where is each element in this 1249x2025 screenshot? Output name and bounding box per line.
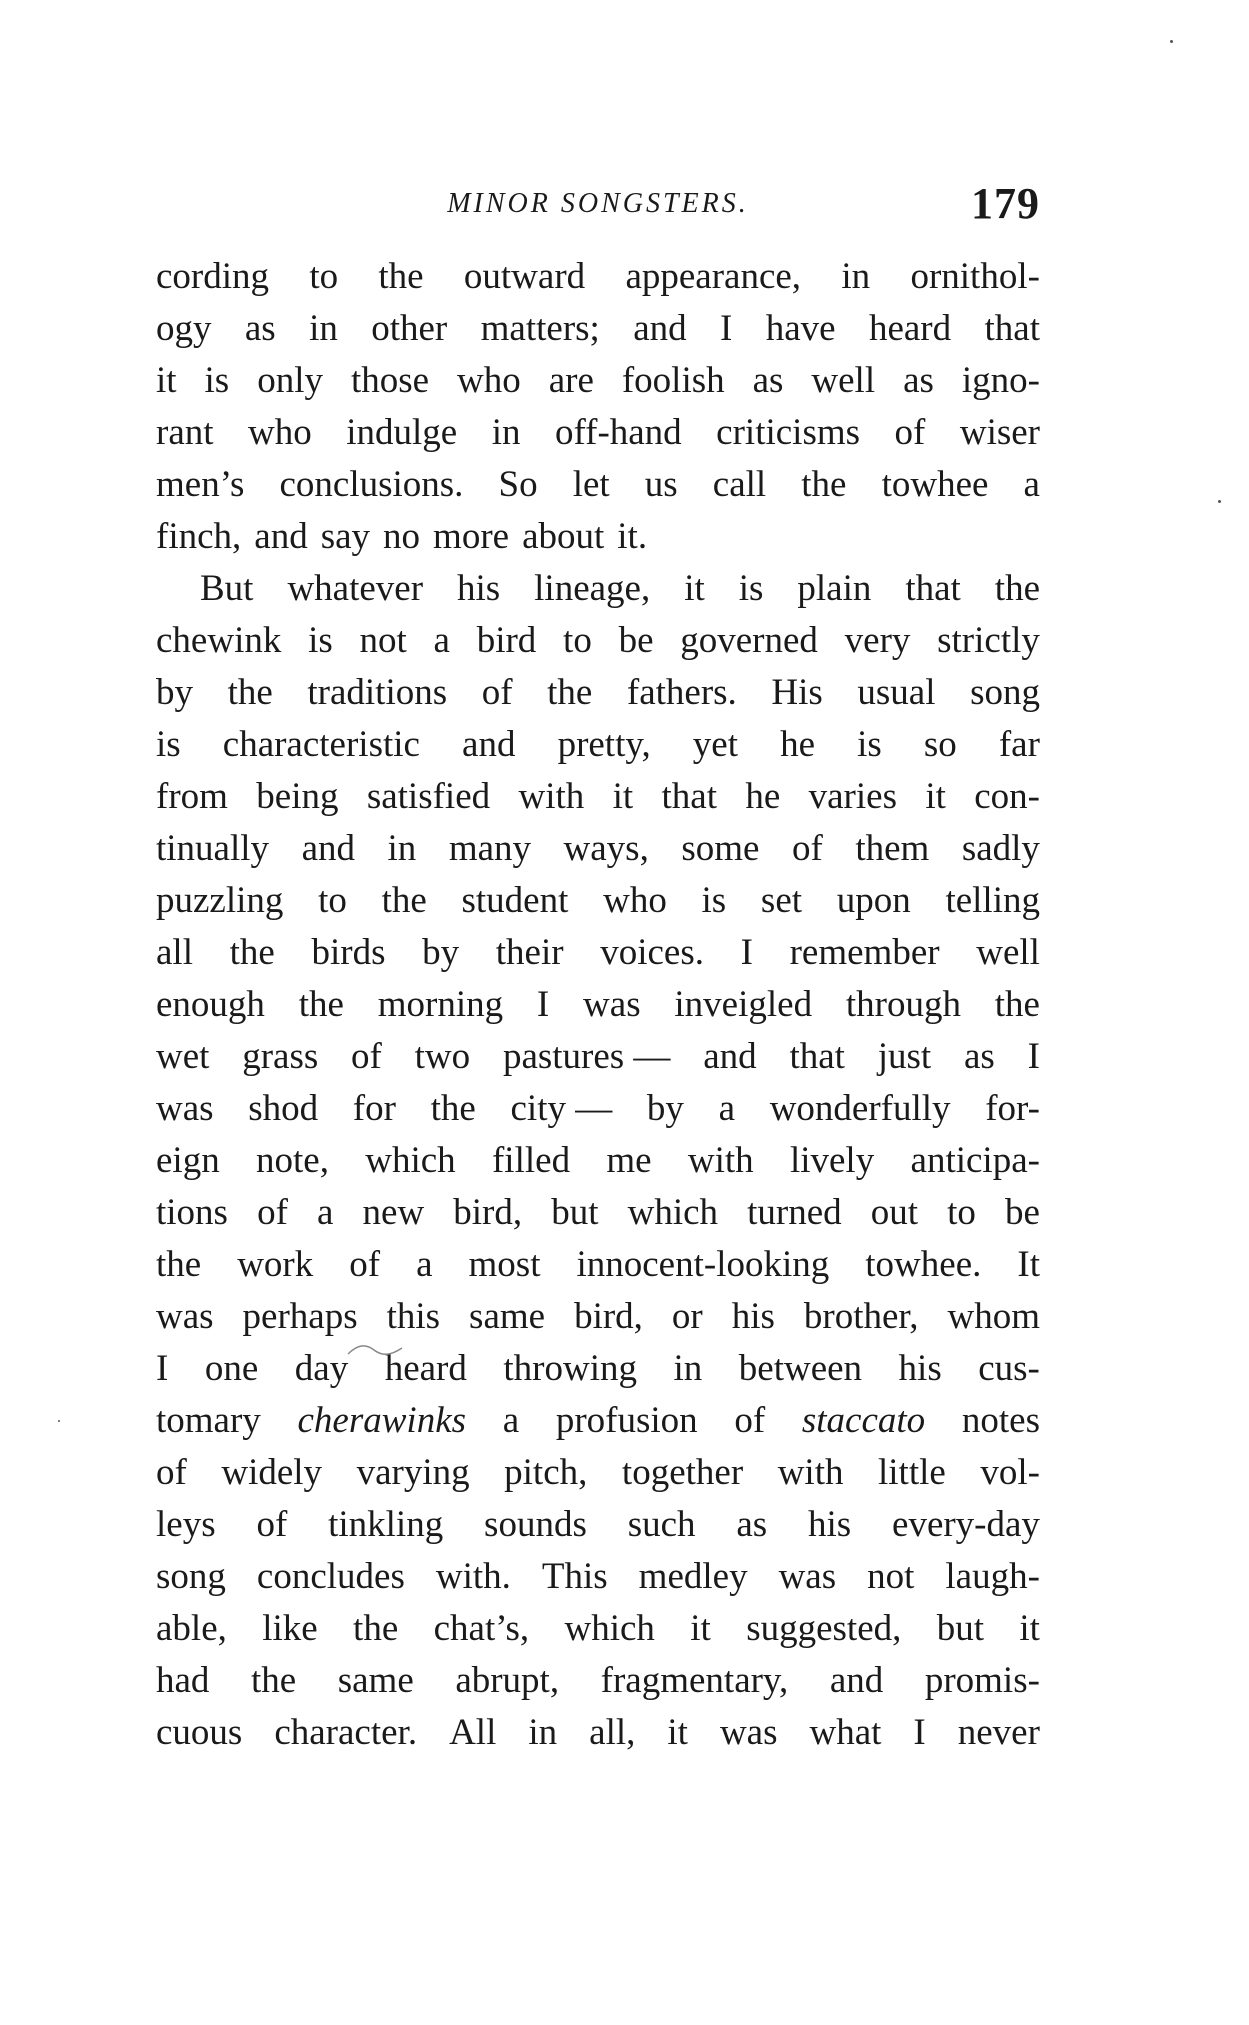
word: I bbox=[156, 1348, 169, 1389]
word: foolish bbox=[621, 360, 725, 401]
text-line bbox=[156, 719, 1040, 771]
word: sounds bbox=[484, 1504, 587, 1545]
word: and bbox=[301, 828, 355, 869]
word: it bbox=[690, 1608, 711, 1649]
word: is bbox=[204, 360, 230, 401]
word: was bbox=[583, 984, 641, 1025]
word: the bbox=[994, 568, 1040, 609]
word: pretty, bbox=[557, 724, 651, 765]
word: as bbox=[963, 1036, 995, 1077]
word: through bbox=[845, 984, 961, 1025]
word: some bbox=[681, 828, 760, 869]
word: tinually bbox=[156, 828, 270, 869]
word: is bbox=[857, 724, 882, 765]
word: satisfied bbox=[366, 776, 491, 817]
word: all bbox=[156, 932, 193, 973]
word: together bbox=[621, 1452, 744, 1493]
word: what bbox=[809, 1712, 882, 1753]
word: to bbox=[563, 620, 592, 661]
word: varying bbox=[356, 1452, 470, 1493]
word: men’s bbox=[156, 464, 245, 505]
text-line bbox=[156, 875, 1040, 927]
word: in bbox=[673, 1348, 703, 1389]
word: in bbox=[491, 412, 521, 453]
text-line bbox=[156, 563, 1040, 615]
word: a bbox=[433, 620, 450, 661]
word: many bbox=[448, 828, 532, 869]
word: varies bbox=[808, 776, 897, 817]
word: notes bbox=[961, 1400, 1040, 1441]
word: a bbox=[316, 1192, 334, 1233]
word: as bbox=[903, 360, 934, 401]
word: the bbox=[250, 1660, 297, 1701]
word: like bbox=[262, 1608, 318, 1649]
word: yet bbox=[692, 724, 738, 765]
word: pitch, bbox=[504, 1452, 588, 1493]
word: was bbox=[156, 1088, 214, 1129]
word: as bbox=[752, 360, 784, 401]
word: it bbox=[612, 776, 634, 817]
word: is bbox=[738, 568, 764, 609]
word: those bbox=[350, 360, 430, 401]
word: I bbox=[1027, 1036, 1040, 1077]
word: indulge bbox=[346, 412, 458, 453]
word: of bbox=[481, 672, 513, 713]
body-text bbox=[156, 251, 1040, 1759]
word: I bbox=[720, 308, 733, 349]
word: whatever bbox=[287, 568, 424, 609]
text-line bbox=[156, 355, 1040, 407]
word: just bbox=[877, 1036, 932, 1077]
word: usual bbox=[857, 672, 936, 713]
word: never bbox=[957, 1712, 1040, 1753]
word: I bbox=[536, 984, 550, 1025]
word: a bbox=[1023, 464, 1040, 505]
word: the bbox=[430, 1088, 476, 1129]
word: cording bbox=[156, 256, 270, 297]
text-line bbox=[156, 511, 1040, 563]
word: All bbox=[449, 1712, 497, 1753]
word: It bbox=[1017, 1244, 1040, 1285]
word: set bbox=[760, 880, 803, 921]
word: his bbox=[808, 1504, 852, 1545]
word: filled bbox=[491, 1140, 571, 1181]
print-speck bbox=[58, 1420, 60, 1422]
word: be bbox=[1005, 1192, 1040, 1233]
word: anticipa- bbox=[910, 1140, 1040, 1181]
word: have bbox=[765, 308, 836, 349]
word: say bbox=[320, 516, 371, 557]
word: and bbox=[703, 1036, 757, 1077]
word: concludes bbox=[256, 1556, 405, 1597]
word: that bbox=[789, 1036, 845, 1077]
word: traditions bbox=[307, 672, 448, 713]
word: and bbox=[254, 516, 308, 557]
word: the bbox=[801, 464, 847, 505]
word: by bbox=[646, 1088, 684, 1129]
word: no bbox=[383, 516, 421, 557]
word: by bbox=[422, 932, 460, 973]
word: lively bbox=[789, 1140, 875, 1181]
word: bird, bbox=[574, 1296, 643, 1337]
word: as bbox=[244, 308, 276, 349]
word: which bbox=[627, 1192, 719, 1233]
word: telling bbox=[945, 880, 1040, 921]
word: throwing bbox=[503, 1348, 637, 1389]
word: student bbox=[461, 880, 569, 921]
word: off-hand bbox=[554, 412, 682, 453]
word: character. bbox=[274, 1712, 418, 1753]
word: turned bbox=[747, 1192, 842, 1233]
word: such bbox=[627, 1504, 696, 1545]
word: medley bbox=[638, 1556, 748, 1597]
word: outward bbox=[463, 256, 586, 297]
text-line bbox=[156, 823, 1040, 875]
word: wiser bbox=[959, 412, 1040, 453]
word: upon bbox=[836, 880, 911, 921]
word: with. bbox=[435, 1556, 511, 1597]
word: of bbox=[791, 828, 823, 869]
word: of bbox=[894, 412, 926, 453]
print-speck bbox=[1218, 500, 1221, 503]
text-line bbox=[156, 1603, 1040, 1655]
word: but bbox=[551, 1192, 599, 1233]
word: morning bbox=[377, 984, 504, 1025]
text-line bbox=[156, 927, 1040, 979]
text-line bbox=[156, 1499, 1040, 1551]
text-line bbox=[156, 459, 1040, 511]
word: in bbox=[387, 828, 417, 869]
word: only bbox=[257, 360, 323, 401]
text-line bbox=[156, 667, 1040, 719]
word: be bbox=[618, 620, 654, 661]
word: me bbox=[606, 1140, 652, 1181]
word: the bbox=[227, 672, 273, 713]
word: which bbox=[365, 1140, 456, 1181]
word: plain bbox=[797, 568, 872, 609]
word: new bbox=[362, 1192, 425, 1233]
word: abrupt, bbox=[455, 1660, 560, 1701]
ink-mark bbox=[346, 1340, 406, 1360]
word: being bbox=[256, 776, 339, 817]
word: us bbox=[644, 464, 678, 505]
text-line bbox=[156, 615, 1040, 667]
word: more bbox=[433, 516, 510, 557]
word: them bbox=[855, 828, 930, 869]
word: igno- bbox=[961, 360, 1040, 401]
word: it bbox=[156, 360, 177, 401]
text-line bbox=[156, 771, 1040, 823]
word: of bbox=[351, 1036, 382, 1077]
word: inveigled bbox=[674, 984, 813, 1025]
word: staccato bbox=[801, 1400, 926, 1441]
word: day bbox=[294, 1348, 349, 1389]
text-line bbox=[156, 251, 1040, 303]
word: same bbox=[337, 1660, 414, 1701]
word: rant bbox=[156, 412, 214, 453]
text-line bbox=[156, 1135, 1040, 1187]
word: every-day bbox=[892, 1504, 1040, 1545]
word: out bbox=[870, 1192, 919, 1233]
word: same bbox=[469, 1296, 546, 1337]
word: with bbox=[777, 1452, 844, 1493]
word: But bbox=[200, 568, 254, 609]
word: perhaps bbox=[242, 1296, 358, 1337]
word: to bbox=[947, 1192, 976, 1233]
word: it bbox=[1019, 1608, 1040, 1649]
word: profusion bbox=[555, 1400, 698, 1441]
word: sadly bbox=[961, 828, 1040, 869]
word: little bbox=[878, 1452, 946, 1493]
word: he bbox=[780, 724, 816, 765]
word: pastures — bbox=[502, 1036, 671, 1077]
word: the bbox=[156, 1244, 202, 1285]
word: wet bbox=[156, 1036, 210, 1077]
text-line bbox=[156, 1031, 1040, 1083]
word: So bbox=[498, 464, 538, 505]
word: and bbox=[633, 308, 687, 349]
word: are bbox=[548, 360, 594, 401]
text-line bbox=[156, 1447, 1040, 1499]
word: in bbox=[841, 256, 871, 297]
word: to bbox=[309, 256, 339, 297]
word: not bbox=[867, 1556, 915, 1597]
running-head bbox=[156, 178, 1040, 228]
word: was bbox=[156, 1296, 214, 1337]
word: most bbox=[468, 1244, 541, 1285]
word: characteristic bbox=[222, 724, 420, 765]
word: laugh- bbox=[945, 1556, 1040, 1597]
word: he bbox=[745, 776, 781, 817]
word: it bbox=[667, 1712, 688, 1753]
word: far bbox=[998, 724, 1040, 765]
text-line bbox=[156, 1239, 1040, 1291]
word: work bbox=[237, 1244, 314, 1285]
word: finch, bbox=[156, 516, 242, 557]
word: city — bbox=[510, 1088, 613, 1129]
word: enough bbox=[156, 984, 265, 1025]
word: other bbox=[371, 308, 448, 349]
text-line bbox=[156, 1395, 1040, 1447]
word: who bbox=[457, 360, 521, 401]
word: for- bbox=[985, 1088, 1040, 1129]
word: it bbox=[684, 568, 705, 609]
word: the bbox=[381, 880, 427, 921]
print-speck bbox=[1170, 40, 1173, 43]
word: shod bbox=[248, 1088, 319, 1129]
word: brother, bbox=[803, 1296, 919, 1337]
word: well bbox=[811, 360, 876, 401]
word: in bbox=[528, 1712, 558, 1753]
word: cus- bbox=[978, 1348, 1040, 1389]
word: with bbox=[518, 776, 585, 817]
word: so bbox=[923, 724, 957, 765]
word: a bbox=[416, 1244, 433, 1285]
word: his bbox=[457, 568, 501, 609]
word: this bbox=[386, 1296, 441, 1337]
text-line bbox=[156, 1083, 1040, 1135]
word: between bbox=[738, 1348, 863, 1389]
page-number: 179 bbox=[971, 179, 1040, 228]
word: of bbox=[734, 1400, 766, 1441]
word: note, bbox=[256, 1140, 329, 1181]
word: who bbox=[248, 412, 312, 453]
word: well bbox=[976, 932, 1040, 973]
word: and bbox=[829, 1660, 884, 1701]
word: tions bbox=[156, 1192, 228, 1233]
word: birds bbox=[311, 932, 386, 973]
word: their bbox=[495, 932, 564, 973]
word: one bbox=[204, 1348, 259, 1389]
word: from bbox=[156, 776, 228, 817]
word: in bbox=[309, 308, 338, 349]
word: but bbox=[936, 1608, 984, 1649]
word: voices. bbox=[600, 932, 704, 973]
word: governed bbox=[680, 620, 818, 661]
word: tomary bbox=[156, 1400, 261, 1441]
word: tinkling bbox=[328, 1504, 444, 1545]
text-line bbox=[156, 1655, 1040, 1707]
word: the bbox=[547, 672, 593, 713]
word: whom bbox=[947, 1296, 1040, 1337]
word: vol- bbox=[980, 1452, 1040, 1493]
word: of bbox=[156, 1452, 187, 1493]
word: of bbox=[349, 1244, 381, 1285]
word: two bbox=[414, 1036, 471, 1077]
word: ornithol- bbox=[910, 256, 1040, 297]
text-line bbox=[156, 1343, 1040, 1395]
word: very bbox=[844, 620, 911, 661]
word: was bbox=[778, 1556, 837, 1597]
word: remember bbox=[789, 932, 940, 973]
word: strictly bbox=[937, 620, 1040, 661]
word: ogy bbox=[156, 308, 212, 349]
word: and bbox=[462, 724, 516, 765]
word: grass bbox=[242, 1036, 319, 1077]
word: heard bbox=[384, 1348, 467, 1389]
word: bird, bbox=[453, 1192, 523, 1233]
word: a bbox=[502, 1400, 520, 1441]
word: towhee bbox=[881, 464, 989, 505]
word: matters; bbox=[480, 308, 600, 349]
word: appearance, bbox=[625, 256, 802, 297]
word: the bbox=[994, 984, 1040, 1025]
word: I bbox=[913, 1712, 926, 1753]
word: by bbox=[156, 672, 193, 713]
word: of bbox=[257, 1192, 288, 1233]
word: which bbox=[564, 1608, 655, 1649]
word: all, bbox=[589, 1712, 636, 1753]
word: fragmentary, bbox=[600, 1660, 789, 1701]
word: is bbox=[701, 880, 727, 921]
word: the bbox=[378, 256, 424, 297]
word: a bbox=[718, 1088, 736, 1129]
word: was bbox=[719, 1712, 778, 1753]
word: had bbox=[156, 1660, 210, 1701]
word: lineage, bbox=[534, 568, 651, 609]
word: for bbox=[352, 1088, 396, 1129]
word: is bbox=[308, 620, 333, 661]
word: cherawinks bbox=[297, 1400, 467, 1441]
word: let bbox=[572, 464, 610, 505]
text-line bbox=[156, 1291, 1040, 1343]
word: wonderfully bbox=[769, 1088, 951, 1129]
word: bird bbox=[476, 620, 537, 661]
word: it bbox=[925, 776, 946, 817]
word: his bbox=[898, 1348, 942, 1389]
word: the bbox=[353, 1608, 399, 1649]
word: with bbox=[687, 1140, 754, 1181]
word: cuous bbox=[156, 1712, 243, 1753]
word: that bbox=[661, 776, 717, 817]
word: leys bbox=[156, 1504, 216, 1545]
word: who bbox=[603, 880, 667, 921]
word: This bbox=[541, 1556, 608, 1597]
word: not bbox=[359, 620, 407, 661]
word: to bbox=[318, 880, 347, 921]
word: eign bbox=[156, 1140, 220, 1181]
word: towhee. bbox=[865, 1244, 982, 1285]
word: is bbox=[156, 724, 181, 765]
word: the bbox=[229, 932, 275, 973]
word: his bbox=[731, 1296, 775, 1337]
word: conclusions. bbox=[279, 464, 464, 505]
word: I bbox=[740, 932, 753, 973]
word: puzzling bbox=[156, 880, 284, 921]
word: chewink bbox=[156, 620, 282, 661]
text-line bbox=[156, 979, 1040, 1031]
word: song bbox=[970, 672, 1040, 713]
text-line bbox=[156, 1707, 1040, 1759]
word: promis- bbox=[924, 1660, 1040, 1701]
text-line bbox=[156, 407, 1040, 459]
text-line bbox=[156, 1551, 1040, 1603]
word: able, bbox=[156, 1608, 227, 1649]
word: as bbox=[736, 1504, 768, 1545]
word: call bbox=[712, 464, 767, 505]
word: heard bbox=[868, 308, 952, 349]
word: song bbox=[156, 1556, 226, 1597]
word: that bbox=[984, 308, 1040, 349]
word: ways, bbox=[563, 828, 649, 869]
word: it. bbox=[617, 516, 648, 557]
word: con- bbox=[974, 776, 1040, 817]
word: of bbox=[256, 1504, 288, 1545]
word: that bbox=[905, 568, 961, 609]
text-line bbox=[156, 1187, 1040, 1239]
word: the bbox=[298, 984, 344, 1025]
word: widely bbox=[221, 1452, 323, 1493]
word: His bbox=[771, 672, 823, 713]
word: suggested, bbox=[746, 1608, 902, 1649]
word: or bbox=[671, 1296, 703, 1337]
word: innocent-looking bbox=[576, 1244, 830, 1285]
text-line bbox=[156, 303, 1040, 355]
word: about bbox=[522, 516, 605, 557]
word: chat’s, bbox=[433, 1608, 530, 1649]
word: criticisms bbox=[716, 412, 861, 453]
running-title: MINOR SONGSTERS. bbox=[447, 188, 749, 219]
word: fathers. bbox=[626, 672, 737, 713]
